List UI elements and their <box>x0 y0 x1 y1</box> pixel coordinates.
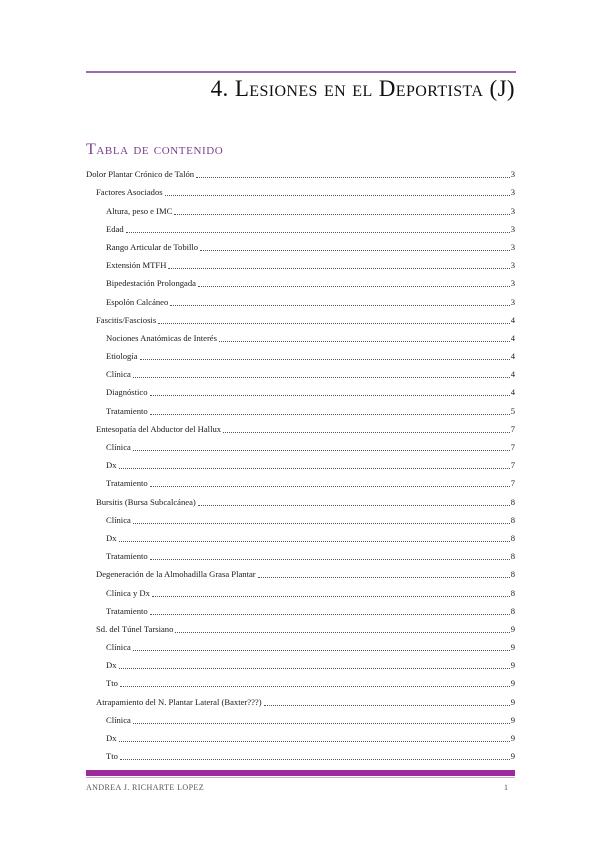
toc-entry-page: 3 <box>510 260 515 271</box>
toc-entry-page: 7 <box>510 423 515 434</box>
toc-entry-label: Dolor Plantar Crónico de Talón <box>86 169 195 180</box>
header-rule <box>86 71 516 73</box>
chapter-title: 4. Lesiones en el Deportista (J) <box>210 76 515 101</box>
toc-entry-label: Atrapamiento del N. Plantar Lateral (Baxter???) <box>96 696 262 707</box>
toc-entry-page: 3 <box>510 296 515 307</box>
toc-leader-dots <box>168 267 509 269</box>
footer-author: ANDREA J. RICHARTE LOPEZ <box>86 783 205 792</box>
toc-entry-page: 5 <box>510 405 515 416</box>
toc-leader-dots <box>219 340 510 342</box>
toc-entry-label: Clínica <box>106 369 131 380</box>
toc-entry-label: Dx <box>106 460 117 471</box>
toc-leader-dots <box>258 576 510 578</box>
toc-entry-page: 4 <box>510 314 515 325</box>
toc-entry[interactable] <box>86 726 515 744</box>
toc-leader-dots <box>126 231 510 233</box>
toc-leader-dots <box>150 613 510 615</box>
toc-entry-label: Clínica <box>106 442 131 452</box>
toc-leader-dots <box>158 322 510 324</box>
toc-entry[interactable] <box>86 544 515 562</box>
toc-entry[interactable] <box>86 489 515 507</box>
toc-entry[interactable] <box>86 380 515 398</box>
toc-leader-dots <box>120 758 510 760</box>
toc-leader-dots <box>150 413 510 415</box>
toc-entry-label: Tratamiento <box>106 405 148 416</box>
toc-leader-dots <box>119 540 510 542</box>
toc-entry[interactable] <box>86 344 515 362</box>
toc-entry[interactable] <box>86 562 515 580</box>
toc-entry-page: 8 <box>510 514 515 525</box>
toc-entry-label: Dx <box>106 660 117 671</box>
toc-entry-page: 4 <box>510 387 515 398</box>
toc-entry-label: Bursitis (Bursa Subcalcánea) <box>96 496 196 507</box>
toc-leader-dots <box>133 376 510 378</box>
toc-leader-dots <box>170 304 509 306</box>
toc-entry[interactable] <box>86 362 515 380</box>
toc-entry[interactable] <box>86 253 515 271</box>
toc-entry[interactable] <box>86 689 515 707</box>
toc-entry-page: 7 <box>510 478 515 489</box>
toc-entry-label: Extensión MTFH <box>106 260 167 271</box>
toc-entry-page: 8 <box>510 496 515 507</box>
toc-entry-label: Diagnóstico <box>106 387 148 398</box>
toc-entry[interactable] <box>86 526 515 544</box>
toc-leader-dots <box>165 194 510 196</box>
toc-entry-label: Clínica y Dx <box>106 587 150 598</box>
toc-entry-page: 3 <box>510 187 515 198</box>
toc-entry[interactable] <box>86 398 515 416</box>
toc-leader-dots <box>119 667 510 669</box>
toc-entry-label: Degeneración de la Almohadilla Grasa Plantar <box>96 569 256 580</box>
toc-entry[interactable] <box>86 417 515 435</box>
toc-leader-dots <box>119 740 510 742</box>
toc-leader-dots <box>120 685 510 687</box>
toc-entry-page: 9 <box>510 696 515 707</box>
toc-entry-page: 9 <box>510 678 515 689</box>
toc-entry-page: 4 <box>510 332 515 343</box>
toc-entry[interactable] <box>86 599 515 617</box>
toc-entry[interactable] <box>86 653 515 671</box>
toc-entry-label: Dx <box>106 733 117 743</box>
toc-leader-dots <box>119 467 510 469</box>
toc-entry-page: 9 <box>510 642 515 653</box>
toc-leader-dots <box>198 504 510 506</box>
toc-entry[interactable] <box>86 198 515 216</box>
toc-entry-label: Factores Asociados <box>96 187 163 198</box>
toc-entry-page: 4 <box>510 369 515 380</box>
toc-leader-dots <box>198 285 510 287</box>
toc-entry-label: Tto <box>106 751 118 762</box>
toc-entry-label: Edad <box>106 223 124 234</box>
toc-entry-label: Altura, peso e IMC <box>106 205 173 216</box>
footer-rule <box>86 777 515 778</box>
toc-entry-label: Espolón Calcáneo <box>106 296 169 307</box>
toc-entry-label: Nociones Anatómicas de Interés <box>106 332 217 343</box>
toc-entry-label: Clínica <box>106 714 131 725</box>
toc-leader-dots <box>200 249 510 251</box>
toc-entry[interactable] <box>86 271 515 289</box>
toc-leader-dots <box>150 485 510 487</box>
toc-entry-label: Clínica <box>106 642 131 653</box>
toc-leader-dots <box>150 394 510 396</box>
toc-entry-page: 7 <box>510 442 515 452</box>
toc-entry[interactable] <box>86 617 515 635</box>
toc-entry[interactable] <box>86 326 515 344</box>
toc-entry[interactable] <box>86 235 515 253</box>
toc-leader-dots <box>140 358 510 360</box>
toc-entry-page: 3 <box>510 241 515 252</box>
toc-entry-page: 8 <box>510 532 515 543</box>
toc-leader-dots <box>150 558 510 560</box>
toc-leader-dots <box>223 431 510 433</box>
toc-leader-dots <box>152 595 510 597</box>
toc-entry-label: Tratamiento <box>106 605 148 616</box>
toc-entry[interactable] <box>86 308 515 326</box>
toc-entry-label: Tratamiento <box>106 478 148 489</box>
toc-entry-page: 8 <box>510 587 515 598</box>
toc-entry-page: 8 <box>510 551 515 562</box>
toc-entry[interactable] <box>86 580 515 598</box>
toc-entry-page: 3 <box>510 223 515 234</box>
toc-entry-page: 9 <box>510 660 515 671</box>
footer-page-number: 1 <box>504 783 508 792</box>
table-of-contents <box>86 162 515 762</box>
toc-entry-page: 3 <box>510 205 515 216</box>
toc-entry[interactable] <box>86 635 515 653</box>
toc-entry[interactable] <box>86 471 515 489</box>
toc-entry-page: 7 <box>510 460 515 471</box>
toc-entry-label: Rango Articular de Tobillo <box>106 241 199 252</box>
toc-entry[interactable] <box>86 671 515 689</box>
toc-leader-dots <box>174 213 509 215</box>
toc-entry-page: 4 <box>510 351 515 362</box>
toc-leader-dots <box>133 722 510 724</box>
toc-leader-dots <box>196 176 510 178</box>
toc-entry-label: Etiología <box>106 351 138 362</box>
toc-entry[interactable] <box>86 162 515 180</box>
toc-entry-label: Clínica <box>106 514 131 525</box>
toc-entry-label: Entesopatía del Abductor del Hallux <box>96 423 222 434</box>
toc-leader-dots <box>264 704 510 706</box>
toc-leader-dots <box>133 649 510 651</box>
toc-entry-page: 8 <box>510 605 515 616</box>
toc-entry-page: 9 <box>510 623 515 634</box>
toc-entry-label: Bipedestación Prolongada <box>106 278 196 289</box>
toc-entry[interactable] <box>86 708 515 726</box>
toc-leader-dots <box>133 449 510 451</box>
toc-entry-label: Tto <box>106 678 118 689</box>
toc-entry[interactable] <box>86 744 515 762</box>
toc-entry-page: 8 <box>510 569 515 580</box>
toc-entry[interactable] <box>86 435 515 453</box>
toc-entry-page: 9 <box>510 733 515 743</box>
toc-entry-page: 9 <box>510 714 515 725</box>
toc-entry-label: Tratamiento <box>106 551 148 562</box>
toc-entry[interactable] <box>86 453 515 471</box>
toc-leader-dots <box>133 522 510 524</box>
toc-entry[interactable] <box>86 289 515 307</box>
toc-entry-page: 9 <box>510 751 515 762</box>
toc-entry-label: Dx <box>106 532 117 543</box>
toc-entry-label: Fascitis/Fasciosis <box>96 314 157 325</box>
footer-accent-bar <box>86 770 515 776</box>
toc-entry[interactable] <box>86 508 515 526</box>
toc-entry-label: Sd. del Túnel Tarsiano <box>96 623 174 634</box>
toc-entry-page: 3 <box>510 169 515 180</box>
toc-heading: Tabla de contenido <box>86 141 224 158</box>
toc-entry-page: 3 <box>510 278 515 289</box>
toc-entry[interactable] <box>86 180 515 198</box>
toc-entry[interactable] <box>86 217 515 235</box>
toc-leader-dots <box>175 631 509 633</box>
